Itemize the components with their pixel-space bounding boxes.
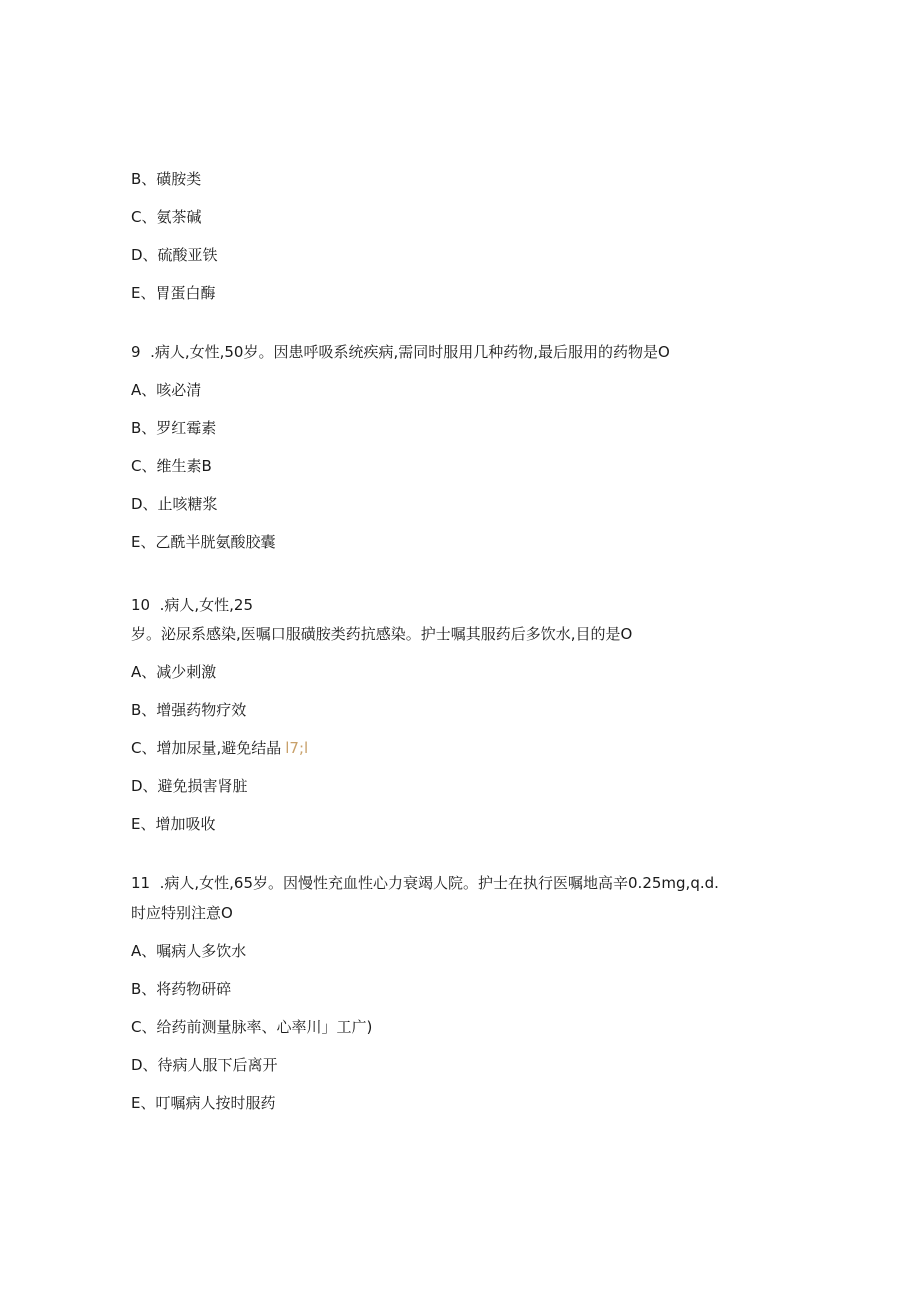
q9-option-a: A、咳必清 bbox=[131, 381, 202, 399]
q10-stem-line1: 10 .病人,女性,25 bbox=[131, 596, 254, 614]
q9-option-d: D、止咳糖浆 bbox=[131, 495, 218, 513]
q10-option-e: E、增加吸收 bbox=[131, 815, 216, 833]
q10-option-c-annotation: l7;l bbox=[285, 739, 309, 757]
q10-option-c bbox=[131, 738, 308, 758]
q10-option-c-text: C、增加尿量,避免结晶 bbox=[131, 739, 282, 757]
q11-option-e: E、叮嘱病人按时服药 bbox=[131, 1094, 276, 1112]
q11-stem-line2: 时应特别注意O bbox=[131, 904, 233, 922]
q11-option-c: C、给药前测量脉率、心率川」工广) bbox=[131, 1018, 373, 1036]
q8-option-e: E、胃蛋白酶 bbox=[131, 284, 216, 302]
q10-stem-line2: 岁。泌尿系感染,医嘱口服磺胺类药抗感染。护士嘱其服药后多饮水,目的是O bbox=[131, 625, 633, 643]
q11-option-a: A、嘱病人多饮水 bbox=[131, 942, 247, 960]
q8-option-d: D、硫酸亚铁 bbox=[131, 246, 218, 264]
q9-option-e: E、乙酰半胱氨酸胶囊 bbox=[131, 533, 276, 551]
q8-option-b: B、磺胺类 bbox=[131, 170, 202, 188]
q10-option-b: B、增强药物疗效 bbox=[131, 701, 247, 719]
q10-option-a: A、减少刺激 bbox=[131, 663, 217, 681]
q10-option-d: D、避免损害肾脏 bbox=[131, 777, 248, 795]
q8-option-c: C、氨茶碱 bbox=[131, 208, 202, 226]
q11-option-d: D、待病人服下后离开 bbox=[131, 1056, 278, 1074]
q9-stem: 9 .病人,女性,50岁。因患呼吸系统疾病,需同时服用几种药物,最后服用的药物是O bbox=[131, 343, 670, 361]
q9-option-c: C、维生素B bbox=[131, 457, 212, 475]
q9-option-b: B、罗红霉素 bbox=[131, 419, 217, 437]
q11-option-b: B、将药物研碎 bbox=[131, 980, 232, 998]
q11-stem-line1: 11 .病人,女性,65岁。因慢性充血性心力衰竭人院。护士在执行医嘱地高辛0.25mg,q.d. bbox=[131, 874, 719, 892]
